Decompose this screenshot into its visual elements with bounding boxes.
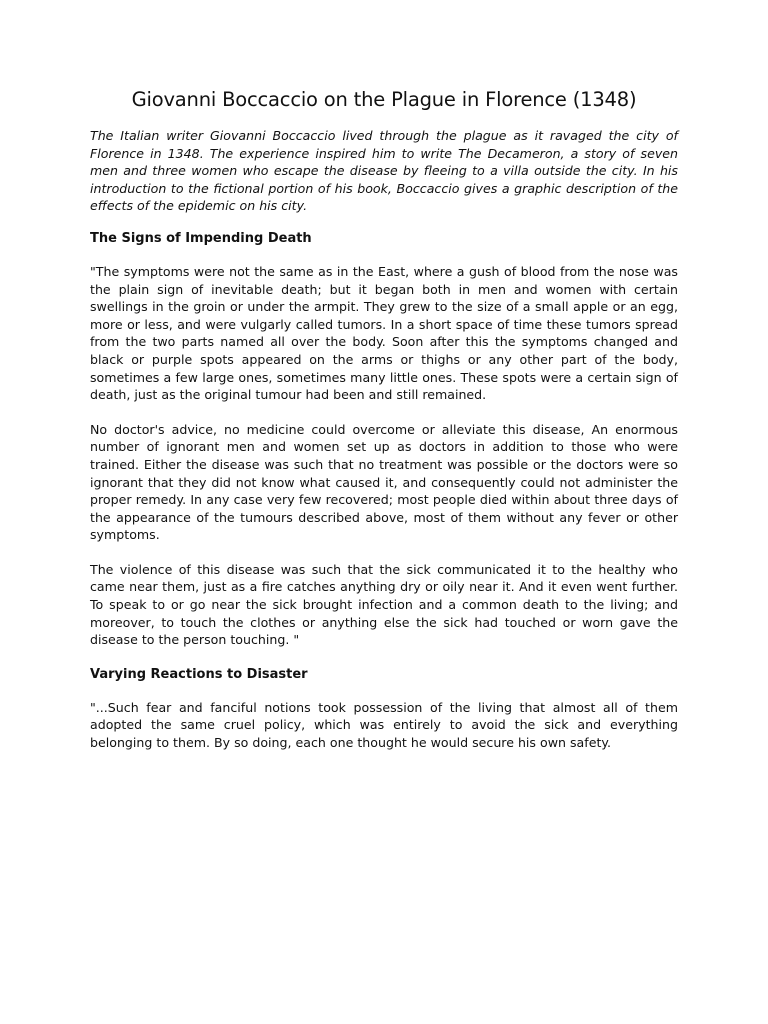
section-heading-signs: The Signs of Impending Death — [90, 230, 312, 246]
document-page — [90, 88, 678, 769]
intro-paragraph: The Italian writer Giovanni Boccaccio lived through the plague as it ravaged the city of Florence in 1348. The experience inspired him to write The Decameron, a story of seven men and three women who escape the disease by fleeing to a villa outside the city. In his introduction to the fictional portion of his book, Boccaccio gives a graphic description of the effects of the epidemic on his city. — [90, 128, 678, 214]
paragraph-fear: "...Such fear and fanciful notions took possession of the living that almost all of them adopted the same cruel policy, which was entirely to avoid the sick and everything belonging to them. By so doing, each one thought he would secure his own safety. — [90, 699, 678, 751]
paragraph-symptoms: "The symptoms were not the same as in the East, where a gush of blood from the nose was the plain sign of inevitable death; but it began both in men and women with certain swellings in the groin or under the armpit. They grew to the size of a small apple or an egg, more or less, and were vulgarly called tumors. In a short space of time these tumors spread from the two parts named all over the body. Soon after this the symptoms changed and black or purple spots appeared on the arms or thighs or any other part of the body, sometimes a few large ones, sometimes many little ones. These spots were a certain sign of death, just as the original tumour had been and still remained. — [90, 263, 678, 403]
paragraph-doctors: No doctor's advice, no medicine could overcome or alleviate this disease, An enormous number of ignorant men and women set up as doctors in addition to those who were trained. Either the disease was such that no treatment was possible or the doctors were so ignorant that they did not know what caused it, and consequently could not administer the proper remedy. In any case very few recovered; most people died within about three days of the appearance of the tumours described above, most of them without any fever or other symptoms. — [90, 421, 678, 543]
page-title: Giovanni Boccaccio on the Plague in Florence (1348) — [131, 88, 637, 111]
section-heading-reactions: Varying Reactions to Disaster — [90, 666, 308, 682]
paragraph-contagion: The violence of this disease was such that the sick communicated it to the healthy who came near them, just as a fire catches anything dry or oily near it. And it even went further. To speak to or go near the sick brought infection and a common death to the living; and moreover, to touch the clothes or anything else the sick had touched or worn gave the disease to the person touching. " — [90, 561, 678, 648]
